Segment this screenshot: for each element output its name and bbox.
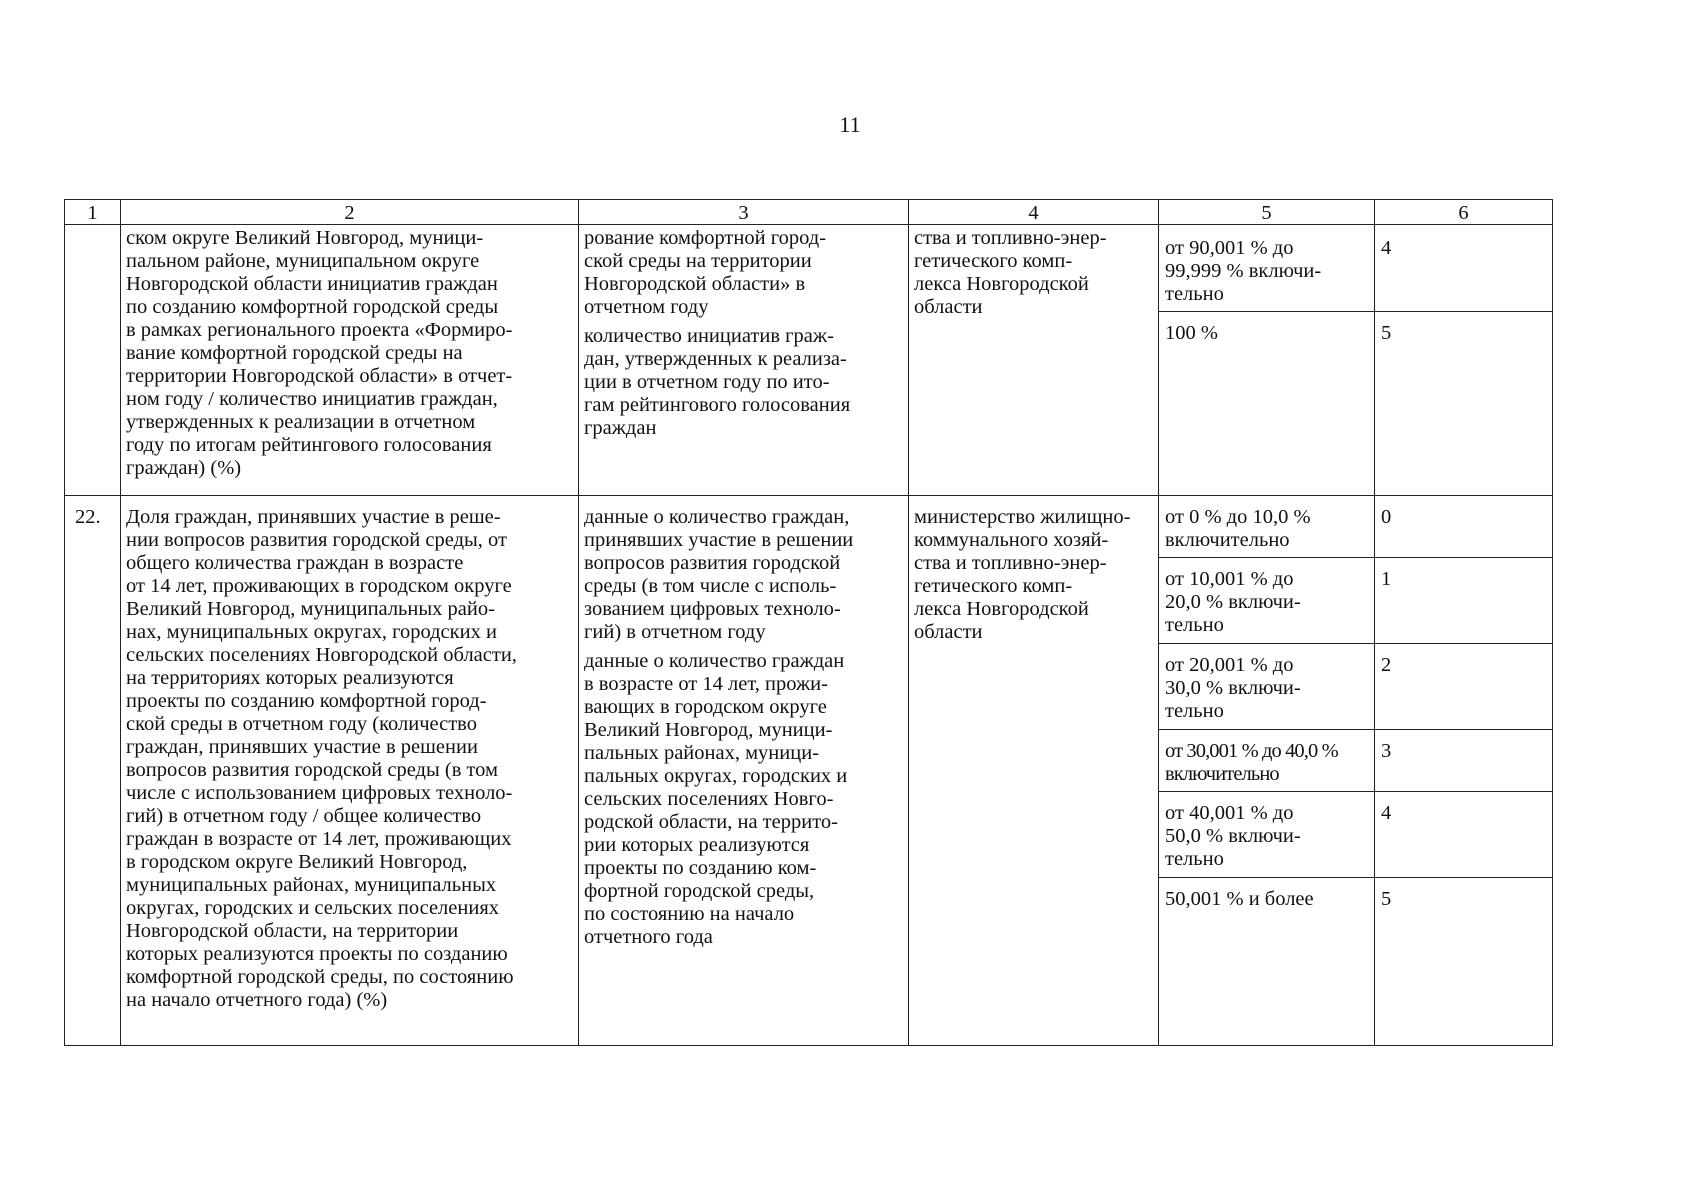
score-range-text: от 0 % до 10,0 % включительно xyxy=(1165,506,1311,551)
score-range xyxy=(1159,558,1375,644)
page-number: 11 xyxy=(839,112,861,137)
header-cell: 2 xyxy=(121,200,579,225)
score-value: 5 xyxy=(1375,878,1553,1046)
score-range-text: 100 % xyxy=(1165,321,1218,344)
score-value: 0 xyxy=(1375,496,1553,558)
indicator-description-text: Доля граждан, принявших участие в реше- нии вопросов развития городской среды, от общего количества граждан в возрасте от 14 лет, проживающих в городском округе Великий Новгород, муниципальных райо- нах, муниципальных округах, городских и сельских поселениях Новгородской области, на территориях которых реализуются проекты по созданию комфортной город- ской среды в отчетном году (количество граждан, принявших участие в решении вопросов развития городской среды (в том числе с использованием цифровых техноло- гий) в отчетном году / общее количество граждан в возрасте от 14 лет, проживающих в городском округе Великий Новгород, муниципальных районах, муниципальных округах, городских и сельских поселениях Новгородской области, на территории которых реализуются проекты по созданию комфортной городской среды, по состоянию на начало отчетного года) (%) xyxy=(126,506,517,1011)
score-value: 4 xyxy=(1375,792,1553,878)
score-range xyxy=(1159,730,1375,792)
table-row xyxy=(65,225,1553,312)
score-value: 5 xyxy=(1375,311,1553,495)
responsible-body xyxy=(909,496,1159,1046)
score-range xyxy=(1159,878,1375,1046)
header-cell: 1 xyxy=(65,200,121,225)
data-source-part2: количество инициатив граж- дан, утвержденных к реализа- ции в отчетном году по ито- гам рейтингового голосования граждан xyxy=(584,325,851,439)
data-source xyxy=(579,496,909,1046)
row-number: 22. xyxy=(65,496,121,1046)
header-cell: 4 xyxy=(909,200,1159,225)
data-source xyxy=(579,225,909,496)
score-value: 3 xyxy=(1375,730,1553,792)
data-source-part1: рование комфортной город- ской среды на территории Новгородской области» в отчетном году xyxy=(584,227,827,318)
table-row xyxy=(65,496,1553,558)
score-value: 1 xyxy=(1375,558,1553,644)
responsible-body xyxy=(909,225,1159,496)
data-source-part1: данные о количество граждан, принявших участие в решении вопросов развития городской среды (в том числе с исполь- зованием цифровых техноло- гий) в отчетном году xyxy=(584,506,854,643)
indicator-description xyxy=(121,496,579,1046)
row-number xyxy=(65,225,121,496)
score-value: 2 xyxy=(1375,644,1553,730)
score-value: 4 xyxy=(1375,225,1553,312)
score-range-text: от 30,001 % до 40,0 % включительно xyxy=(1165,740,1338,785)
score-range xyxy=(1159,644,1375,730)
score-range xyxy=(1159,496,1375,558)
responsible-body-text: министерство жилищно- коммунального хозяй- ства и топливно-энер- гетического комп- лекса Новгородской области xyxy=(914,506,1131,643)
indicators-table xyxy=(64,199,1553,1046)
score-range xyxy=(1159,311,1375,495)
header-cell: 6 xyxy=(1375,200,1553,225)
indicator-description-text: ском округе Великий Новгород, муници- пальном районе, муниципальном округе Новгородской области инициатив граждан по созданию комфортной городской среды в рамках регионального проекта «Формиро- вание комфортной городской среды на территории Новгородской области» в отчет- ном году / количество инициатив граждан, утвержденных к реализации в отчетном году по итогам рейтингового голосования граждан) (%) xyxy=(126,227,513,479)
header-cell: 3 xyxy=(579,200,909,225)
header-cell: 5 xyxy=(1159,200,1375,225)
score-range-text: 50,001 % и более xyxy=(1165,888,1314,910)
table-header-row xyxy=(65,200,1553,225)
score-range-text: от 10,001 % до 20,0 % включи- тельно xyxy=(1165,568,1301,636)
score-range xyxy=(1159,225,1375,312)
indicator-description xyxy=(121,225,579,496)
score-range-text: от 40,001 % до 50,0 % включи- тельно xyxy=(1165,802,1301,870)
data-source-part2: данные о количество граждан в возрасте от 14 лет, прожи- вающих в городском округе Великий Новгород, муници- пальных районах, муници- пальных округах, городских и сельских поселениях Новго- родской области, на террито- рии которых реализуются проекты по созданию ком- фортной городской среды, по состоянию на начало отчетного года xyxy=(584,650,848,948)
score-range-text: от 20,001 % до 30,0 % включи- тельно xyxy=(1165,654,1301,722)
responsible-body-text: ства и топливно-энер- гетического комп- лекса Новгородской области xyxy=(914,227,1107,318)
score-range-text: от 90,001 % до 99,999 % включи- тельно xyxy=(1165,237,1322,305)
score-range xyxy=(1159,792,1375,878)
